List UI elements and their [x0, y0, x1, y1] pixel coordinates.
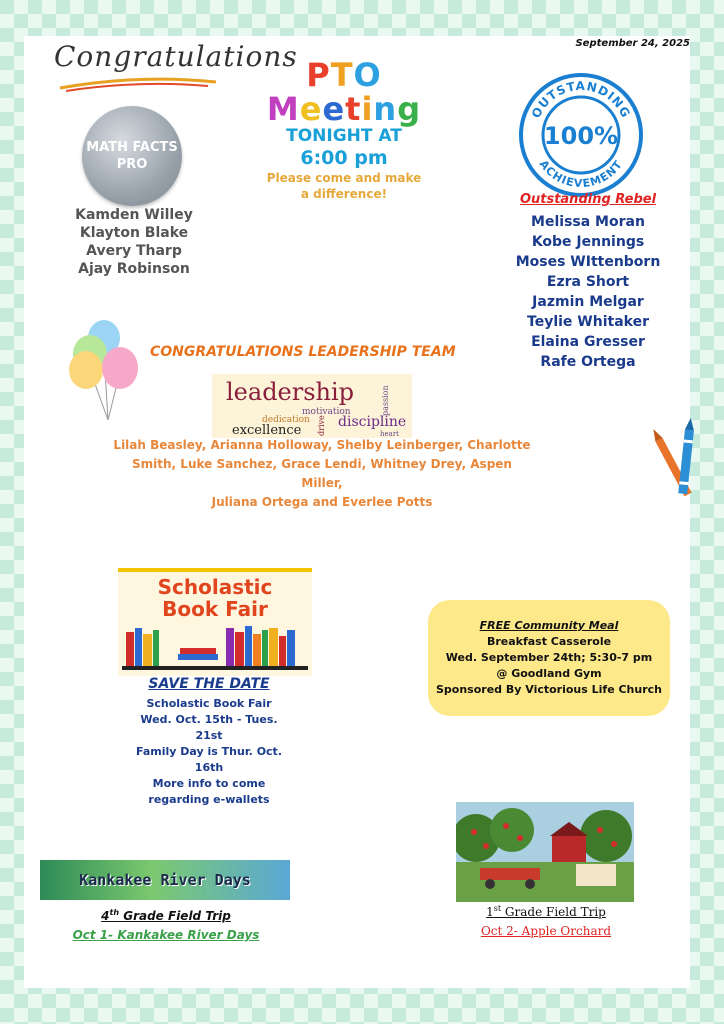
first-grade-field-trip-label	[424, 904, 668, 919]
meal-line: @ Goodland Gym	[496, 667, 602, 680]
list-item: Kamden Willey	[75, 207, 193, 223]
meeting-title	[260, 92, 428, 126]
detail-line: 16th	[194, 761, 224, 774]
names-line: Lilah Beasley, Arianna Holloway, Shelby Leinberger, Charlotte	[113, 438, 531, 452]
apple-orchard-image	[456, 802, 634, 902]
pto-title	[260, 58, 428, 92]
letter: e	[299, 90, 323, 128]
list-item: Ezra Short	[546, 274, 630, 290]
tonight-text: TONIGHT AT	[286, 126, 402, 146]
meal-title: FREE Community Meal	[479, 619, 619, 632]
pto-meeting-block	[260, 58, 428, 202]
meal-line: Breakfast Casserole	[486, 635, 612, 648]
banner-text: Kankakee River Days	[79, 871, 251, 889]
leadership-team-title: CONGRATULATIONS LEADERSHIP TEAM	[150, 344, 456, 360]
grade-number: 1	[486, 905, 494, 919]
fourth-grade-field-trip-label	[54, 908, 278, 923]
meal-line: Sponsored By Victorious Life Church	[435, 683, 662, 696]
stamp-bottom-text: ACHIEVEMENT	[536, 157, 626, 191]
list-item: Moses WIttenborn	[515, 254, 661, 270]
grade-rest: Grade Field Trip	[119, 909, 231, 923]
math-facts-pro-badge	[82, 106, 182, 206]
list-item: Teylie Whitaker	[527, 314, 649, 330]
book-fair-banner	[118, 568, 312, 676]
grade-suffix: th	[109, 908, 120, 917]
detail-line: More info to come	[152, 777, 266, 790]
detail-line: Family Day is Thur. Oct.	[136, 745, 282, 758]
wordcloud-word: heart	[380, 430, 399, 438]
letter: O	[353, 56, 382, 94]
math-facts-names	[64, 206, 204, 278]
book-fair-title	[118, 576, 312, 620]
detail-line: regarding e-wallets	[148, 793, 270, 806]
list-item: Jazmin Melgar	[532, 294, 644, 310]
book-fair-title-1: Scholastic	[157, 575, 273, 599]
kankakee-river-days-banner	[40, 860, 290, 900]
meal-line: Wed. September 24th; 5:30-7 pm	[445, 651, 653, 664]
book-fair-title-2: Book Fair	[162, 597, 268, 621]
detail-line: Wed. Oct. 15th - Tues.	[140, 713, 278, 726]
meeting-time: 6:00 pm	[300, 147, 388, 169]
wordcloud-main: leadership	[226, 378, 355, 406]
community-meal-box	[428, 600, 670, 716]
achievement-stamp-icon	[518, 72, 644, 198]
crayons-icon	[652, 416, 708, 500]
save-the-date: SAVE THE DATE	[148, 676, 270, 692]
balloons-icon	[68, 320, 142, 424]
grade-number: 4	[101, 909, 110, 923]
badge-line-1: MATH FACTS	[86, 140, 178, 155]
list-item: Klayton Blake	[79, 225, 189, 241]
grade-suffix: st	[493, 904, 502, 913]
letter: P	[306, 56, 331, 94]
stamp-top-text: OUTSTANDING	[528, 78, 634, 121]
detail-line: Scholastic Book Fair	[146, 697, 272, 710]
list-item: Rafe Ortega	[540, 354, 636, 370]
leadership-wordcloud	[212, 374, 412, 438]
flyer-page	[24, 36, 690, 988]
outstanding-rebel-title: Outstanding Rebel	[519, 192, 657, 207]
grade-rest: Grade Field Trip	[501, 905, 606, 919]
stamp-center-text: 100%	[543, 122, 619, 150]
rebel-names	[508, 212, 668, 372]
letter: M	[266, 90, 300, 128]
wordcloud-word: discipline	[338, 414, 407, 430]
letter: T	[330, 56, 354, 94]
pto-subtext-2: a difference!	[300, 187, 388, 201]
fourth-grade-trip-date: Oct 1- Kankakee River Days	[72, 928, 260, 942]
book-fair-details	[124, 696, 294, 808]
names-line: Smith, Luke Sanchez, Grace Lendi, Whitney Drey, Aspen Miller,	[132, 457, 512, 490]
badge-line-2: PRO	[116, 157, 148, 172]
leadership-names	[112, 436, 532, 512]
names-line: Juliana Ortega and Everlee Potts	[211, 495, 433, 509]
list-item: Avery Tharp	[86, 243, 182, 259]
list-item: Elaina Gresser	[531, 334, 645, 350]
letter: g	[397, 90, 422, 128]
books-icon	[122, 624, 308, 670]
list-item: Ajay Robinson	[78, 261, 190, 277]
letter: n	[373, 90, 398, 128]
first-grade-trip-date: Oct 2- Apple Orchard	[480, 924, 612, 938]
wordcloud-word: drive	[317, 415, 326, 436]
wordcloud-word: motivation	[302, 407, 351, 417]
list-item: Kobe Jennings	[531, 234, 645, 250]
list-item: Melissa Moran	[531, 214, 645, 230]
swoosh-decoration	[58, 76, 218, 92]
letter: i	[361, 90, 374, 128]
wordcloud-word: excellence	[232, 423, 302, 438]
letter: e	[322, 90, 346, 128]
congratulations-heading: Congratulations	[54, 40, 298, 73]
detail-line: 21st	[195, 729, 223, 742]
wordcloud-word: passion	[381, 385, 390, 416]
pto-subtext-1: Please come and make	[266, 171, 422, 185]
wordcloud-word: dedication	[262, 415, 310, 425]
flyer-date: September 24, 2025	[575, 38, 690, 49]
letter: t	[345, 90, 362, 128]
